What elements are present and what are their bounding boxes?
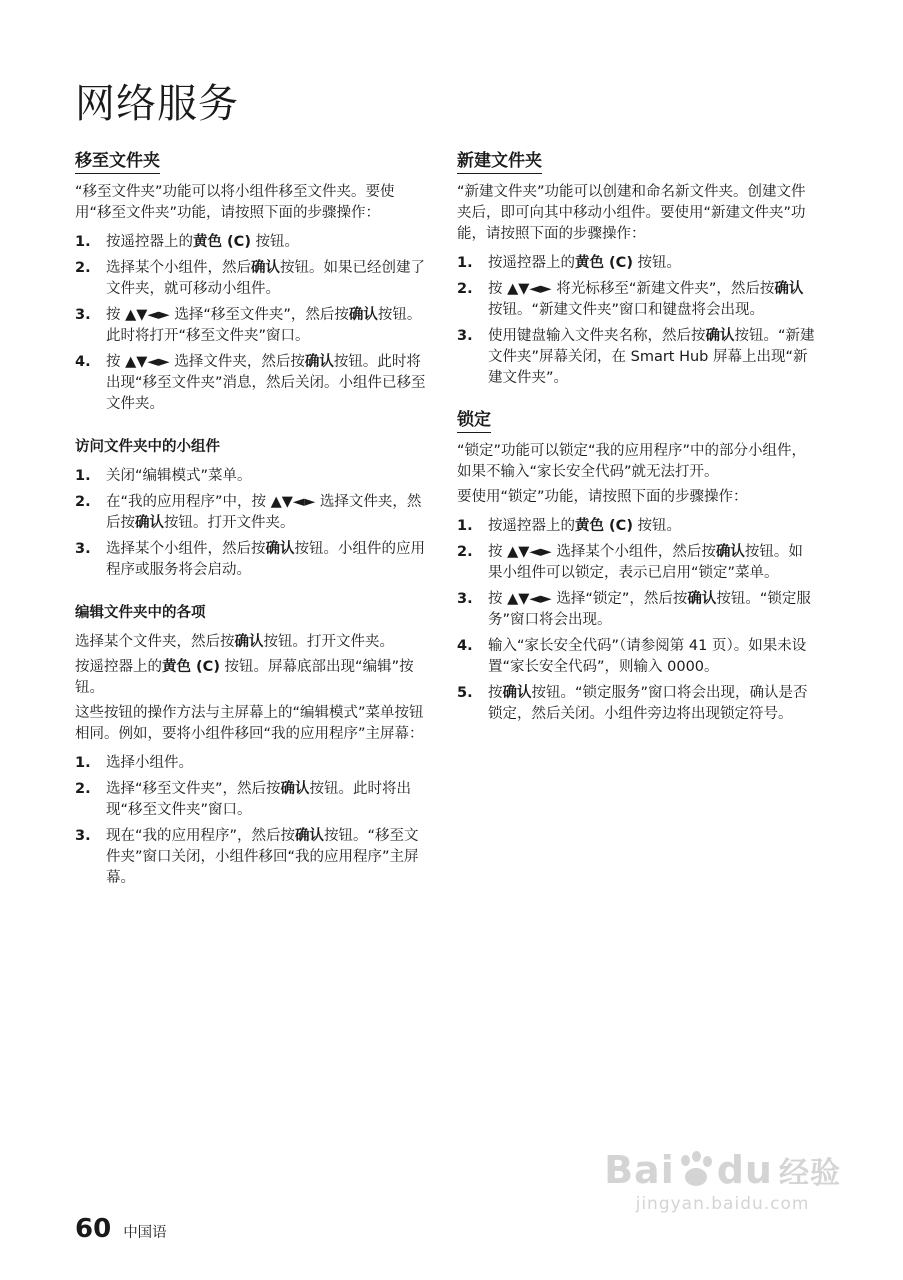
step-text: 按 ▲▼◄► 选择某个小组件，然后按 — [488, 544, 716, 560]
step-bold-text: 确认 — [304, 354, 334, 370]
step-text-after: 按钮。 — [632, 255, 682, 271]
edit-steps — [75, 753, 431, 889]
move-intro: “移至文件夹”功能可以将小组件移至文件夹。要使用“移至文件夹”功能，请按照下面的步骤操作： — [75, 184, 395, 221]
baidu-logo — [604, 1148, 841, 1192]
step-text-after: 按钮。“移至文件夹”窗口关闭，小组件移回“我的应用程序”主屏幕。 — [106, 828, 419, 886]
language-label: 中国语 — [123, 1225, 167, 1241]
baidu-logo-right: du — [716, 1148, 773, 1192]
step-number: 3. — [457, 591, 473, 607]
step-number: 1. — [75, 234, 91, 250]
page-title: 网络服务 — [75, 81, 239, 127]
step-text: 按 ▲▼◄► 选择“移至文件夹”，然后按 — [106, 307, 349, 323]
step-number: 1. — [75, 468, 91, 484]
section-title-lock: 锁定 — [457, 405, 491, 433]
step-item — [457, 516, 815, 537]
edit-paragraph-3: 这些按钮的操作方法与主屏幕上的“编辑模式”菜单按钮相同。例如，要将小组件移回“我的应用程序”主屏幕： — [75, 705, 424, 742]
baidu-watermark — [604, 1148, 841, 1214]
step-text-after: 按钮。打开文件夹。 — [164, 515, 295, 531]
step-item — [75, 492, 431, 534]
edit-p2-post: 按钮。屏幕底部出现“编辑”按钮。 — [75, 659, 414, 696]
section-title-access-folder: 访问文件夹中的小组件 — [75, 439, 220, 455]
access-steps — [75, 466, 431, 581]
step-number: 4. — [457, 638, 473, 654]
lock-intro-1: “锁定”功能可以锁定“我的应用程序”中的部分小组件，如果不输入“家长安全代码”就无法打开。 — [457, 443, 807, 480]
step-text: 使用键盘输入文件夹名称，然后按 — [488, 328, 706, 344]
step-bold-text: 确认 — [774, 281, 804, 297]
paw-icon — [677, 1151, 715, 1189]
step-number: 3. — [75, 307, 91, 323]
step-text-after: 按钮。“锁定服务”窗口将会出现。 — [488, 591, 811, 628]
section-lock — [457, 405, 815, 725]
step-number: 2. — [75, 494, 91, 510]
step-item — [75, 779, 431, 821]
step-item — [457, 542, 815, 584]
step-text-after: 按钮。此时将出现“移至文件夹”消息，然后关闭。小组件已移至文件夹。 — [106, 354, 426, 412]
edit-p1-pre: 选择某个文件夹，然后按 — [75, 634, 235, 650]
edit-p1-bold: 确认 — [234, 634, 264, 650]
step-bold-text: 黄色 (C) — [575, 518, 633, 534]
step-text: 关闭“编辑模式”菜单。 — [106, 468, 252, 484]
step-bold-text: 确认 — [280, 781, 310, 797]
step-text-after: 按钮。 — [250, 234, 300, 250]
edit-p2-pre: 按遥控器上的 — [75, 659, 162, 675]
section-edit-folder — [75, 601, 431, 889]
section-access-folder — [75, 435, 431, 581]
move-steps — [75, 232, 431, 415]
step-number: 1. — [75, 755, 91, 771]
step-number: 1. — [457, 518, 473, 534]
section-title-edit-folder: 编辑文件夹中的各项 — [75, 605, 206, 621]
step-bold-text: 黄色 (C) — [193, 234, 251, 250]
edit-paragraph-2 — [75, 657, 431, 699]
step-text-after: 按钮。“锁定服务”窗口将会出现，确认是否锁定，然后关闭。小组件旁边将出现锁定符号。 — [488, 685, 808, 722]
baidu-logo-left: Bai — [604, 1148, 675, 1192]
step-text: 选择小组件。 — [106, 755, 193, 771]
step-number: 2. — [457, 544, 473, 560]
step-item — [75, 305, 431, 347]
step-item — [75, 826, 431, 889]
section-title-move-to-folder: 移至文件夹 — [75, 146, 160, 174]
section-new-folder — [457, 146, 815, 389]
page-footer — [75, 1214, 167, 1244]
step-item — [75, 466, 431, 487]
left-column — [75, 146, 431, 903]
step-text: 按 ▲▼◄► 选择“锁定”，然后按 — [488, 591, 688, 607]
step-text: 按 ▲▼◄► 将光标移至“新建文件夹”，然后按 — [488, 281, 775, 297]
step-item — [75, 232, 431, 253]
lock-steps — [457, 516, 815, 725]
step-text-after: 按钮。“新建文件夹”屏幕关闭，在 Smart Hub 屏幕上出现“新建文件夹”。 — [488, 328, 815, 386]
step-text: 选择“移至文件夹”，然后按 — [106, 781, 281, 797]
right-column — [457, 146, 815, 739]
step-item — [75, 352, 431, 415]
step-text: 现在“我的应用程序”，然后按 — [106, 828, 296, 844]
step-bold-text: 黄色 (C) — [575, 255, 633, 271]
step-number: 2. — [457, 281, 473, 297]
step-number: 3. — [457, 328, 473, 344]
step-bold-text: 确认 — [715, 544, 745, 560]
step-number: 3. — [75, 828, 91, 844]
step-item — [457, 326, 815, 389]
step-text: 按遥控器上的 — [488, 518, 575, 534]
new-folder-intro: “新建文件夹”功能可以创建和命名新文件夹。创建文件夹后，即可向其中移动小组件。要使用“新建文件夹”功能，请按照下面的步骤操作： — [457, 184, 806, 242]
step-bold-text: 确认 — [705, 328, 735, 344]
step-bold-text: 确认 — [502, 685, 532, 701]
step-number: 3. — [75, 541, 91, 557]
step-text-after: 按钮。此时将出现“移至文件夹”窗口。 — [106, 781, 412, 818]
baidu-logo-cn: 经验 — [779, 1156, 841, 1191]
step-bold-text: 确认 — [687, 591, 717, 607]
step-text-after: 按钮。“新建文件夹”窗口和键盘将会出现。 — [488, 302, 765, 318]
new-folder-steps — [457, 253, 815, 389]
step-text: 输入“家长安全代码”（请参阅第 41 页）。如果未设置“家长安全代码”，则输入 0000。 — [488, 638, 807, 675]
section-title-new-folder: 新建文件夹 — [457, 146, 542, 174]
step-text: 按 ▲▼◄► 选择文件夹，然后按 — [106, 354, 305, 370]
step-bold-text: 确认 — [295, 828, 325, 844]
step-item — [457, 589, 815, 631]
section-move-to-folder — [75, 146, 431, 415]
edit-p2-bold: 黄色 (C) — [162, 659, 220, 675]
step-text: 按遥控器上的 — [106, 234, 193, 250]
step-text: 按遥控器上的 — [488, 255, 575, 271]
step-text-after: 按钮。如果已经创建了文件夹，就可移动小组件。 — [106, 260, 425, 297]
page-number: 60 — [75, 1214, 112, 1244]
step-item — [75, 539, 431, 581]
step-item — [75, 258, 431, 300]
step-text-after: 按钮。如果小组件可以锁定，表示已启用“锁定”菜单。 — [488, 544, 803, 581]
step-item — [457, 683, 815, 725]
watermark-url: jingyan.baidu.com — [635, 1194, 810, 1214]
step-number: 2. — [75, 781, 91, 797]
step-item — [457, 636, 815, 678]
step-item — [457, 279, 815, 321]
step-bold-text: 确认 — [135, 515, 164, 531]
step-text: 在“我的应用程序”中，按 ▲▼◄► 选择文件夹，然后按 — [106, 494, 422, 531]
lock-intro-2: 要使用“锁定”功能，请按照下面的步骤操作： — [457, 489, 748, 505]
edit-p1-post: 按钮。打开文件夹。 — [263, 634, 394, 650]
step-bold-text: 确认 — [348, 307, 378, 323]
step-text: 选择某个小组件，然后 — [106, 260, 251, 276]
step-text-after: 按钮。小组件的应用程序或服务将会启动。 — [106, 541, 425, 578]
edit-paragraph-1 — [75, 632, 431, 653]
step-number: 4. — [75, 354, 91, 370]
step-text-after: 按钮。此时将打开“移至文件夹”窗口。 — [106, 307, 422, 344]
step-bold-text: 确认 — [251, 260, 280, 276]
step-number: 2. — [75, 260, 91, 276]
step-text: 按 — [488, 685, 503, 701]
step-bold-text: 确认 — [265, 541, 295, 557]
step-number: 5. — [457, 685, 473, 701]
step-item — [457, 253, 815, 274]
step-text: 选择某个小组件，然后按 — [106, 541, 266, 557]
step-text-after: 按钮。 — [632, 518, 682, 534]
step-number: 1. — [457, 255, 473, 271]
step-item — [75, 753, 431, 774]
